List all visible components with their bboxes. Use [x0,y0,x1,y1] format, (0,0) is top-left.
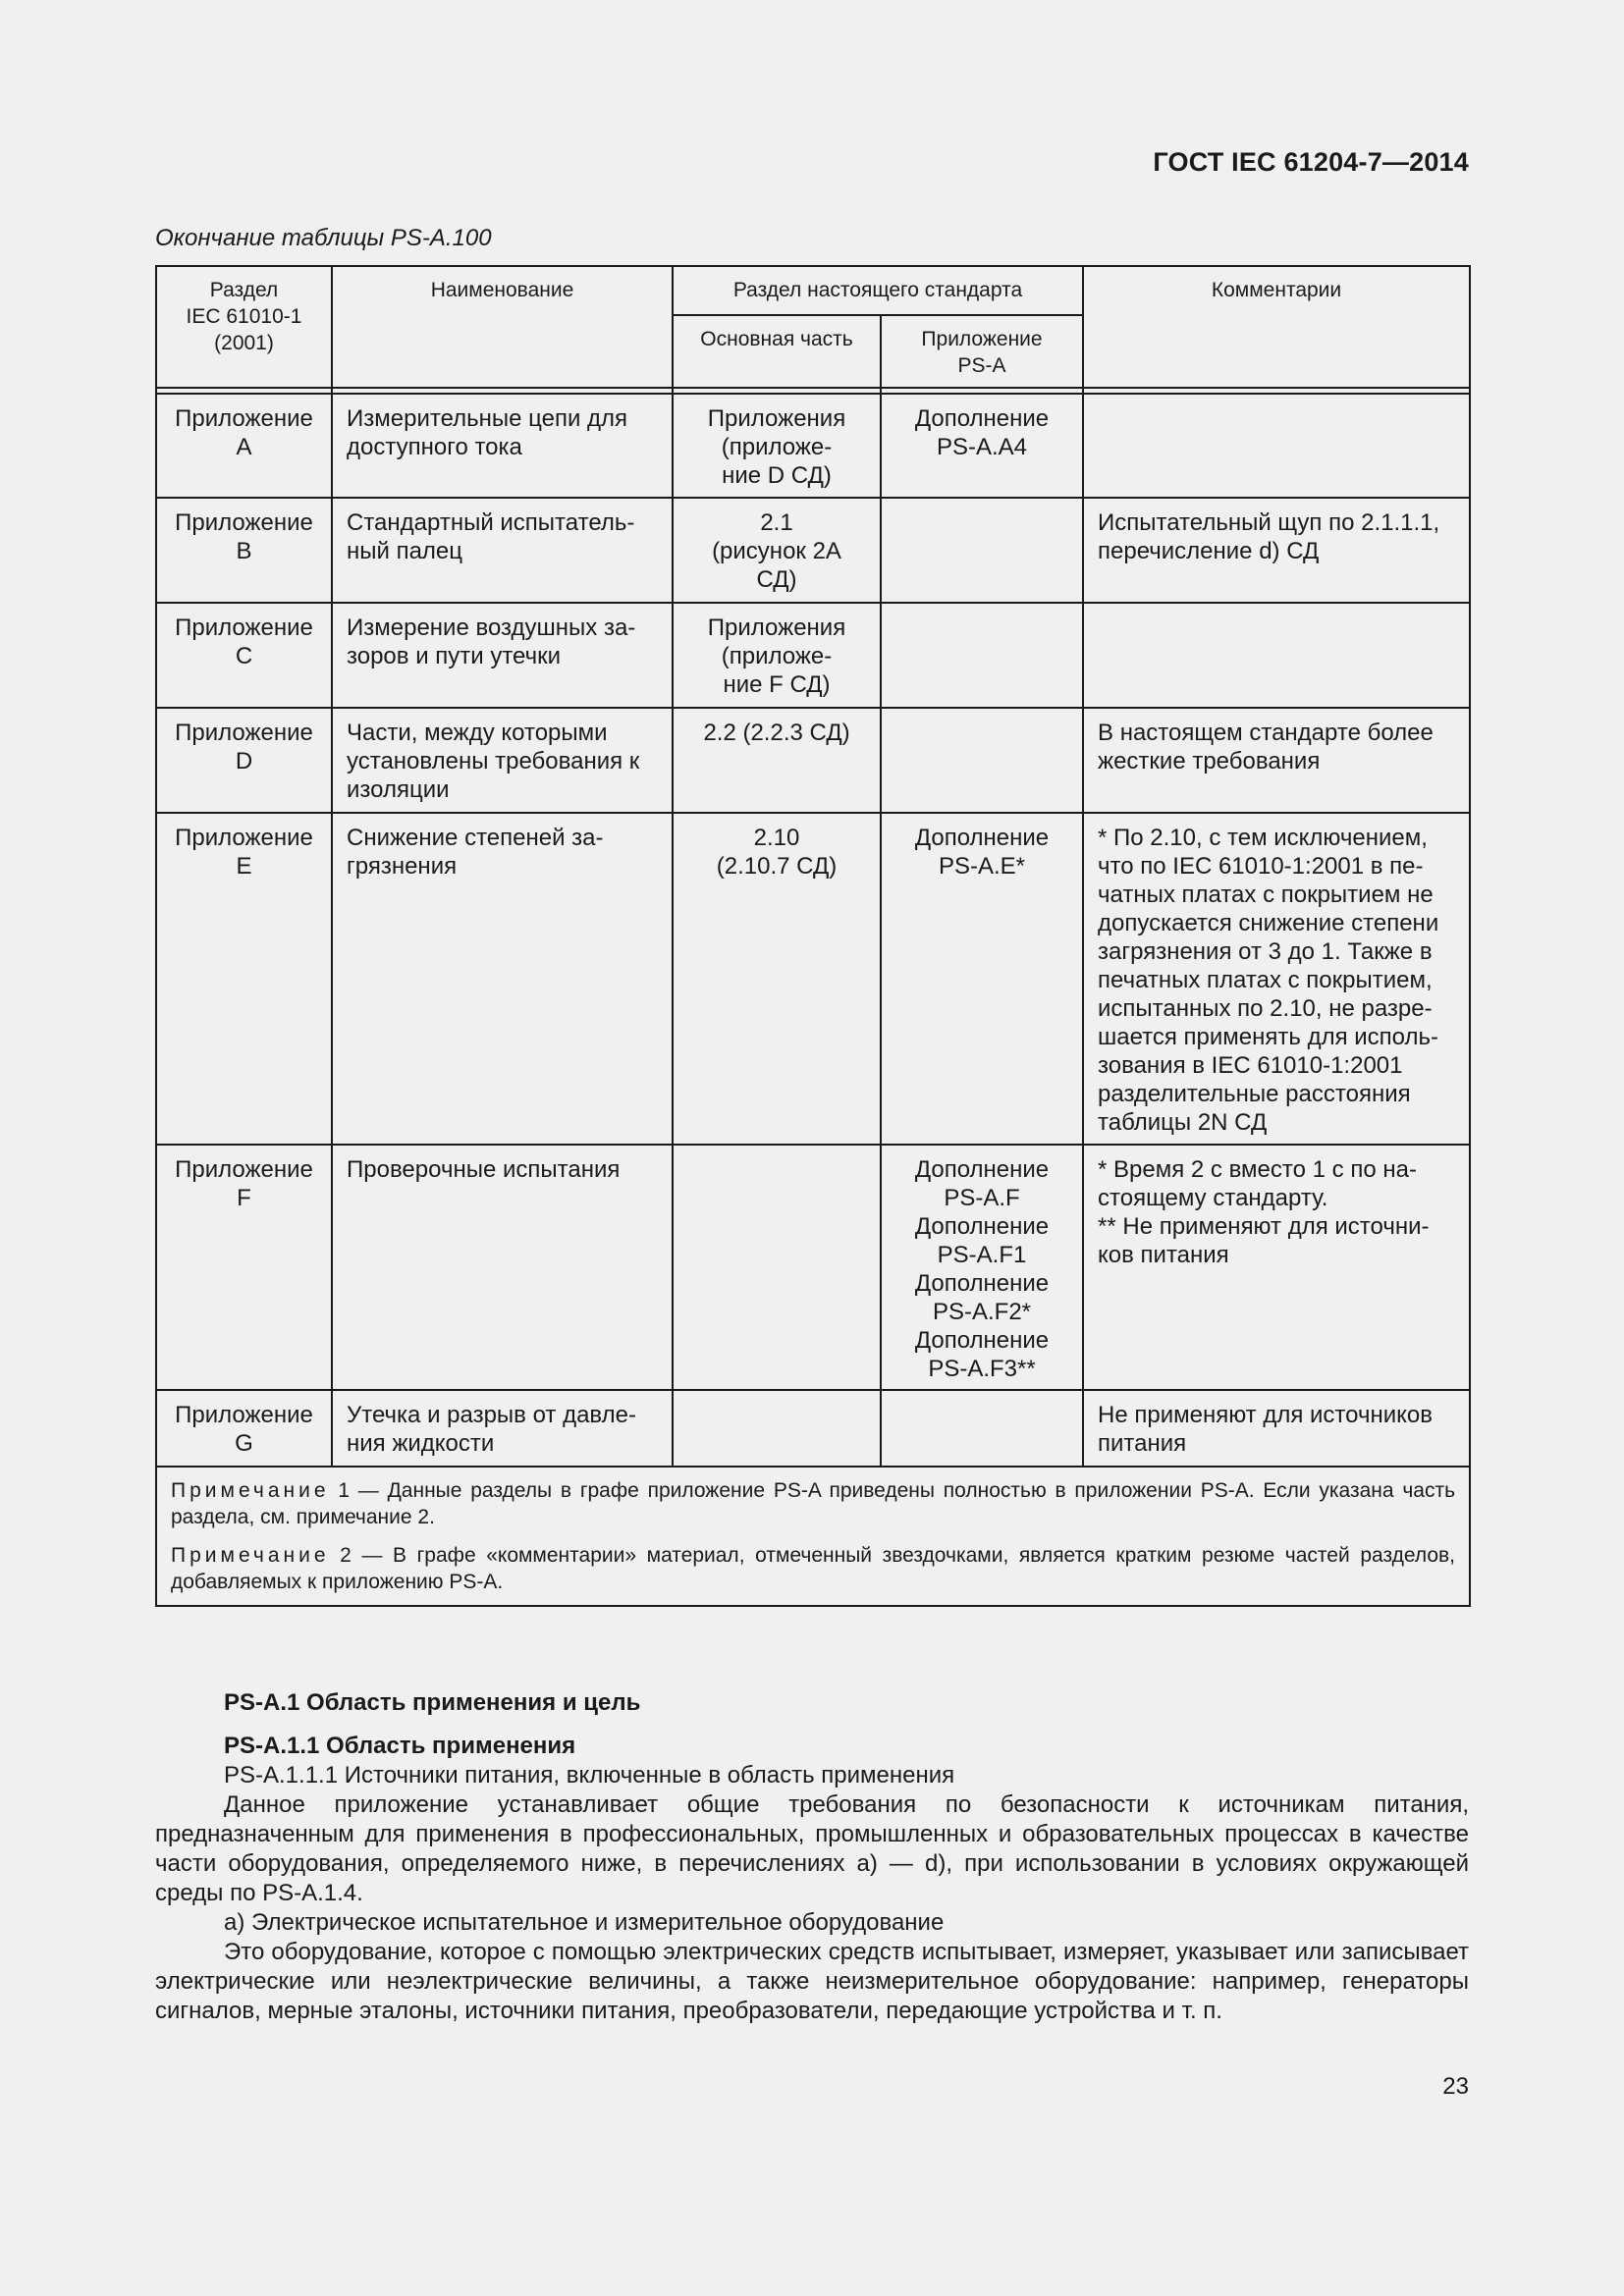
row-main: 2.1 (рисунок 2А СД) [673,498,881,603]
row-name: Стандартный испытатель- ный палец [332,498,673,603]
row-appendix [881,1390,1083,1467]
row-main: Приложения (приложе- ние D СД) [673,394,881,498]
row-comment: Испытательный щуп по 2.1.1.1, перечисление d) СД [1083,498,1470,603]
row-main: 2.2 (2.2.3 СД) [673,708,881,813]
row-main [673,1145,881,1390]
table-row [156,1390,1470,1467]
table-row [156,603,1470,708]
table-note [171,1477,1455,1530]
row-comment: * Время 2 с вместо 1 с по на- стоящему стандарту. ** Не применяют для источни- ков питания [1083,1145,1470,1390]
table-row [156,498,1470,603]
body-paragraph: PS-A.1.1.1 Источники питания, включенные в область применения [224,1762,955,1789]
body-paragraph: a) Электрическое испытательное и измерительное оборудование [224,1909,945,1936]
header-comments: Комментарии [1083,266,1470,388]
row-name: Части, между которыми установлены требования к изоляции [332,708,673,813]
table-header-row [156,266,1470,315]
body-paragraph: Данное приложение устанавливает общие требования по безопасности к источникам питания, предназначенным для применения в профессиональных, промышленных и образовательных процессах в качестве части оборудования, определяемого ниже, в перечислениях a) — d), при использовании в условиях окружающей среды по PS-A.1.4. [155,1791,1469,1906]
row-section: Приложение E [156,813,332,1145]
row-section: Приложение C [156,603,332,708]
row-main [673,1390,881,1467]
row-main: Приложения (приложе- ние F СД) [673,603,881,708]
header-section: Раздел IEC 61010-1 (2001) [156,266,332,388]
row-name: Утечка и разрыв от давле- ния жидкости [332,1390,673,1467]
row-name: Проверочные испытания [332,1145,673,1390]
row-appendix [881,708,1083,813]
row-comment: В настоящем стандарте более жесткие требования [1083,708,1470,813]
requirements-table [155,265,1471,1607]
header-name: Наименование [332,266,673,388]
document-id: ГОСТ IEC 61204-7—2014 [1153,147,1469,177]
row-section: Приложение A [156,394,332,498]
row-comment: * По 2.10, с тем исключением, что по IEC 61010-1:2001 в пе- чатных платах с покрытием не допускается снижение степени загрязнения от 3 до 1. Также в печатных платах с покрытием, испытанных по 2.10, не разре- шается применять для исполь- зования в IEC 61010-1:2001 разделительные расстояния таблицы 2N СД [1083,813,1470,1145]
row-name: Измерительные цепи для доступного тока [332,394,673,498]
row-name: Снижение степеней за- грязнения [332,813,673,1145]
body-paragraph: Это оборудование, которое с помощью электрических средств испытывает, измеряет, указывает или записывает электрические или неэлектрические величины, а также неизмерительное оборудование: например, генераторы сигналов, мерные эталоны, источники питания, преобразователи, передающие устройства и т. п. [155,1939,1469,2024]
table-row [156,1145,1470,1390]
page-number: 23 [1442,2073,1469,2100]
row-comment [1083,603,1470,708]
body-section [155,1688,1469,2026]
row-section: Приложение B [156,498,332,603]
table-notes [156,1467,1470,1606]
note-label: Примечание [171,1544,330,1567]
table-row [156,813,1470,1145]
note-text: 2 — В графе «комментарии» материал, отмеченный звездочками, является кратким резюме частей разделов, добавляемых к приложению PS-A. [171,1544,1456,1593]
row-appendix: Дополнение PS-A.A4 [881,394,1083,498]
table-note [171,1542,1455,1595]
header-main-part: Основная часть [673,315,881,388]
table-row [156,708,1470,813]
table-notes-row [156,1467,1470,1606]
section-heading: PS-A.1 Область применения и цель [224,1689,641,1716]
row-appendix [881,603,1083,708]
row-section: Приложение D [156,708,332,813]
subsection-heading: PS-A.1.1 Область применения [224,1733,576,1759]
row-appendix: Дополнение PS-A.F Дополнение PS-A.F1 Дополнение PS-A.F2* Дополнение PS-A.F3** [881,1145,1083,1390]
note-label: Примечание [171,1479,330,1502]
table-row [156,394,1470,498]
row-name: Измерение воздушных за- зоров и пути утечки [332,603,673,708]
note-text: 1 — Данные разделы в графе приложение PS-A приведены полностью в приложении PS-A. Если указана часть раздела, см. примечание 2. [171,1479,1456,1528]
row-section: Приложение G [156,1390,332,1467]
row-comment [1083,394,1470,498]
row-appendix [881,498,1083,603]
table-caption: Окончание таблицы PS-A.100 [155,225,492,251]
row-comment: Не применяют для источников питания [1083,1390,1470,1467]
row-main: 2.10 (2.10.7 СД) [673,813,881,1145]
header-std-section: Раздел настоящего стандарта [673,266,1083,315]
header-appendix: Приложение PS-A [881,315,1083,388]
row-appendix: Дополнение PS-A.E* [881,813,1083,1145]
row-section: Приложение F [156,1145,332,1390]
